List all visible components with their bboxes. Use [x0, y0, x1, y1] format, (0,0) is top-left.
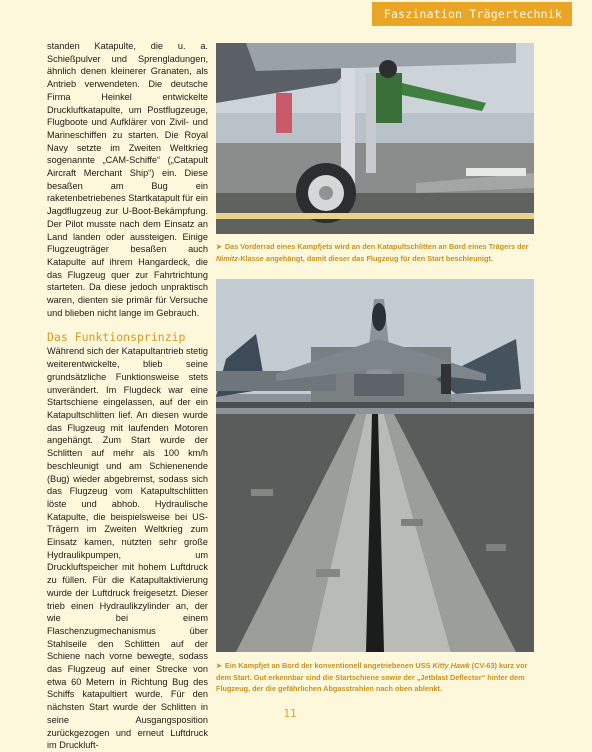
article-paragraph-1: standen Katapulte, die u. a. Schießpulver und Sprengladungen, ähnlich denen kleinerer Granaten, als Antrieb verwendeten. Die deutsche Firma Heinkel entwickelte Druckluftkatapulte, um Postflugzeuge, Flugboote und Aufklärer von Zivil- und Marineschiffen zu starten. Die Royal Navy setzte im Zweiten Weltkrieg sogenannte „CAM-Schiffe“ („Catapult Aircraft Merchant Ship“) ein. Diese besaßen am Bug ein raketenbetriebenes Startkatapult für ein Jagdflugzeug zur U-Boot-Bekämpfung. Der Pilot musste nach dem Einsatz an Land landen oder aussteigen. Einige Flugzeugträger besaßen auch Katapulte auf ihrem Hangardeck, die das Flugzeug quer zur Fahrtrichtung starteten. Da diese jedoch unpraktisch waren, dienten sie primär für Versuche und blieben nicht lange im Gebrauch.	[47, 41, 208, 318]
running-header-title: Faszination Trägertechnik	[383, 7, 562, 21]
page-number	[0, 707, 592, 720]
caption-2-italic: Kitty Hawk	[432, 661, 470, 670]
photo-caption-2	[216, 660, 536, 694]
caption-1-italic: Nimitz	[216, 254, 238, 263]
photo-jet-on-catapult	[216, 279, 534, 652]
caption-2-text-a: Ein Kampfjet an Bord der konventionell angetriebenen USS	[224, 661, 433, 670]
page-number-text: 11	[283, 707, 297, 720]
photo-catapult-nose-gear	[216, 43, 534, 234]
running-header	[372, 2, 572, 26]
photo-jet-on-catapult-image	[216, 279, 534, 652]
section-heading: Das Funktionsprinzip	[47, 330, 186, 345]
caption-1-text-b: -Klasse angehängt, damit dieser das Flugzeug für den Start beschleunigt.	[237, 254, 493, 263]
caption-arrow-icon: ➤	[216, 244, 222, 251]
caption-arrow-icon: ➤	[216, 663, 222, 670]
article-column	[47, 40, 208, 752]
article-paragraph-2: Während sich der Katapultantrieb stetig weiterentwickelte, blieb seine grundsätzliche Funktionsweise stets unverändert. Im Flugdeck war eine Startschiene eingelassen, auf der ein Katapultschlitten lief. An diesen wurde das Flugzeug mit laufenden Motoren angehängt. Zum Start wurde der Schlitten auf mehr als 100 km/h beschleunigt und am Schienenende (Bug) wieder abgebremst, sodass sich das Flugzeug vom Katapultschlitten löste und abhob. Hydraulische Katapulte, die beispielsweise bei US-Trägern im Zweiten Weltkrieg zum Einsatz kamen, nutzten sehr große Hydraulikpumpen, um Druckluftspeicher mit hohem Luftdruck zu füllen. Für die Katapultaktivierung wurde der Luftdruck freigesetzt. Dieser trieb einen Hydraulikzylinder an, der wie bei einem Flaschenzugmechanismus über Stahlseile den Schlitten auf der Schiene nach vorne bewegte, sodass das Flugzeug auf einer Strecke von etwa 60 Metern in Richtung Bug des Schiffs katapultiert wurde. Für den nächsten Start wurde der Schlitten in seine Ausgangsposition zurückgezogen und erneut Luftdruck im Druckluft-	[47, 346, 208, 751]
photo-catapult-nose-gear-image	[216, 43, 534, 234]
caption-2-text-b: (CV-63) kurz vor dem Start. Gut erkennbar sind die Startschiene sowie der „Jetblast Deflector“ hinter dem Flugzeug, der die gefährlichen Abgasstrahlen nach oben ablenkt.	[216, 661, 528, 693]
photo-caption-1	[216, 241, 536, 264]
caption-1-text-a: Das Vorderrad eines Kampfjets wird an den Katapultschlitten an Bord eines Trägers der	[224, 242, 529, 251]
